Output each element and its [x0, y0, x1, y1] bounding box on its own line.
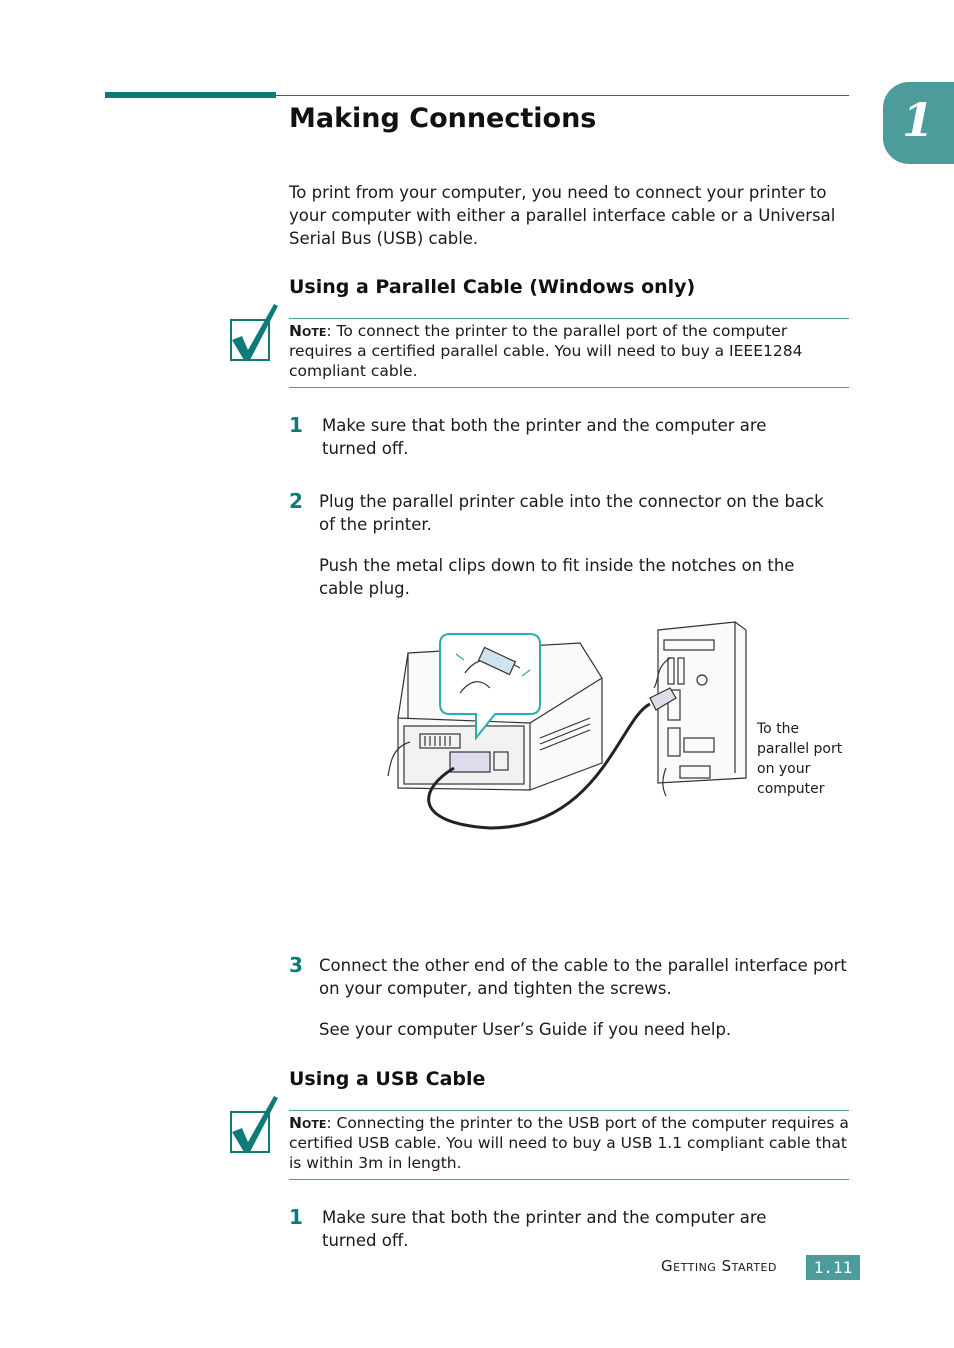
page-title: Making Connections: [289, 103, 597, 134]
usb-heading: Using a USB Cable: [289, 1068, 486, 1090]
step-text: Make sure that both the printer and the computer are turned off.: [322, 1208, 767, 1250]
usb-note: [289, 1110, 849, 1180]
intro-paragraph: To print from your computer, you need to connect your printer to your computer with either a parallel interface cable or a Universal Serial Bus (USB) cable.: [289, 183, 836, 248]
note-label: Note: [289, 1114, 327, 1132]
step-text: Connect the other end of the cable to the parallel interface port on your computer, and tighten the screws.: [319, 956, 847, 998]
step-subtext: See your computer User’s Guide if you need help.: [319, 1020, 732, 1039]
note-text: : To connect the printer to the parallel port of the computer requires a certified parallel cable. You will need to buy a IEEE1284 compliant cable.: [289, 322, 803, 380]
printer-parallel-connection-illustration: [380, 618, 755, 840]
parallel-heading: Using a Parallel Cable (Windows only): [289, 276, 696, 298]
checkmark-note-icon: [228, 1094, 280, 1156]
step-number: 1: [289, 1205, 303, 1229]
step-number: 2: [289, 489, 303, 513]
chapter-tab: [883, 82, 954, 164]
figure-caption: To the parallel port on your computer: [757, 721, 843, 797]
note-label: Note: [289, 322, 327, 340]
step-number: 1: [289, 413, 303, 437]
step-text: Make sure that both the printer and the computer are turned off.: [322, 416, 767, 458]
step-subtext: Push the metal clips down to fit inside the notches on the cable plug.: [319, 556, 795, 598]
footer-section: Getting Started: [661, 1257, 777, 1275]
header-rule-thin: [276, 95, 849, 96]
step-text: Plug the parallel printer cable into the connector on the back of the printer.: [319, 492, 824, 534]
step-number: 3: [289, 953, 303, 977]
chapter-number: 1: [901, 93, 934, 147]
header-rule-thick: [105, 92, 276, 98]
page-number: 1.11: [806, 1255, 860, 1280]
note-text: : Connecting the printer to the USB port of the computer requires a certified USB cable. You will need to buy a USB 1.1 compliant cable that is within 3m in length.: [289, 1114, 849, 1172]
parallel-note: [289, 318, 849, 388]
checkmark-note-icon: [228, 302, 280, 364]
